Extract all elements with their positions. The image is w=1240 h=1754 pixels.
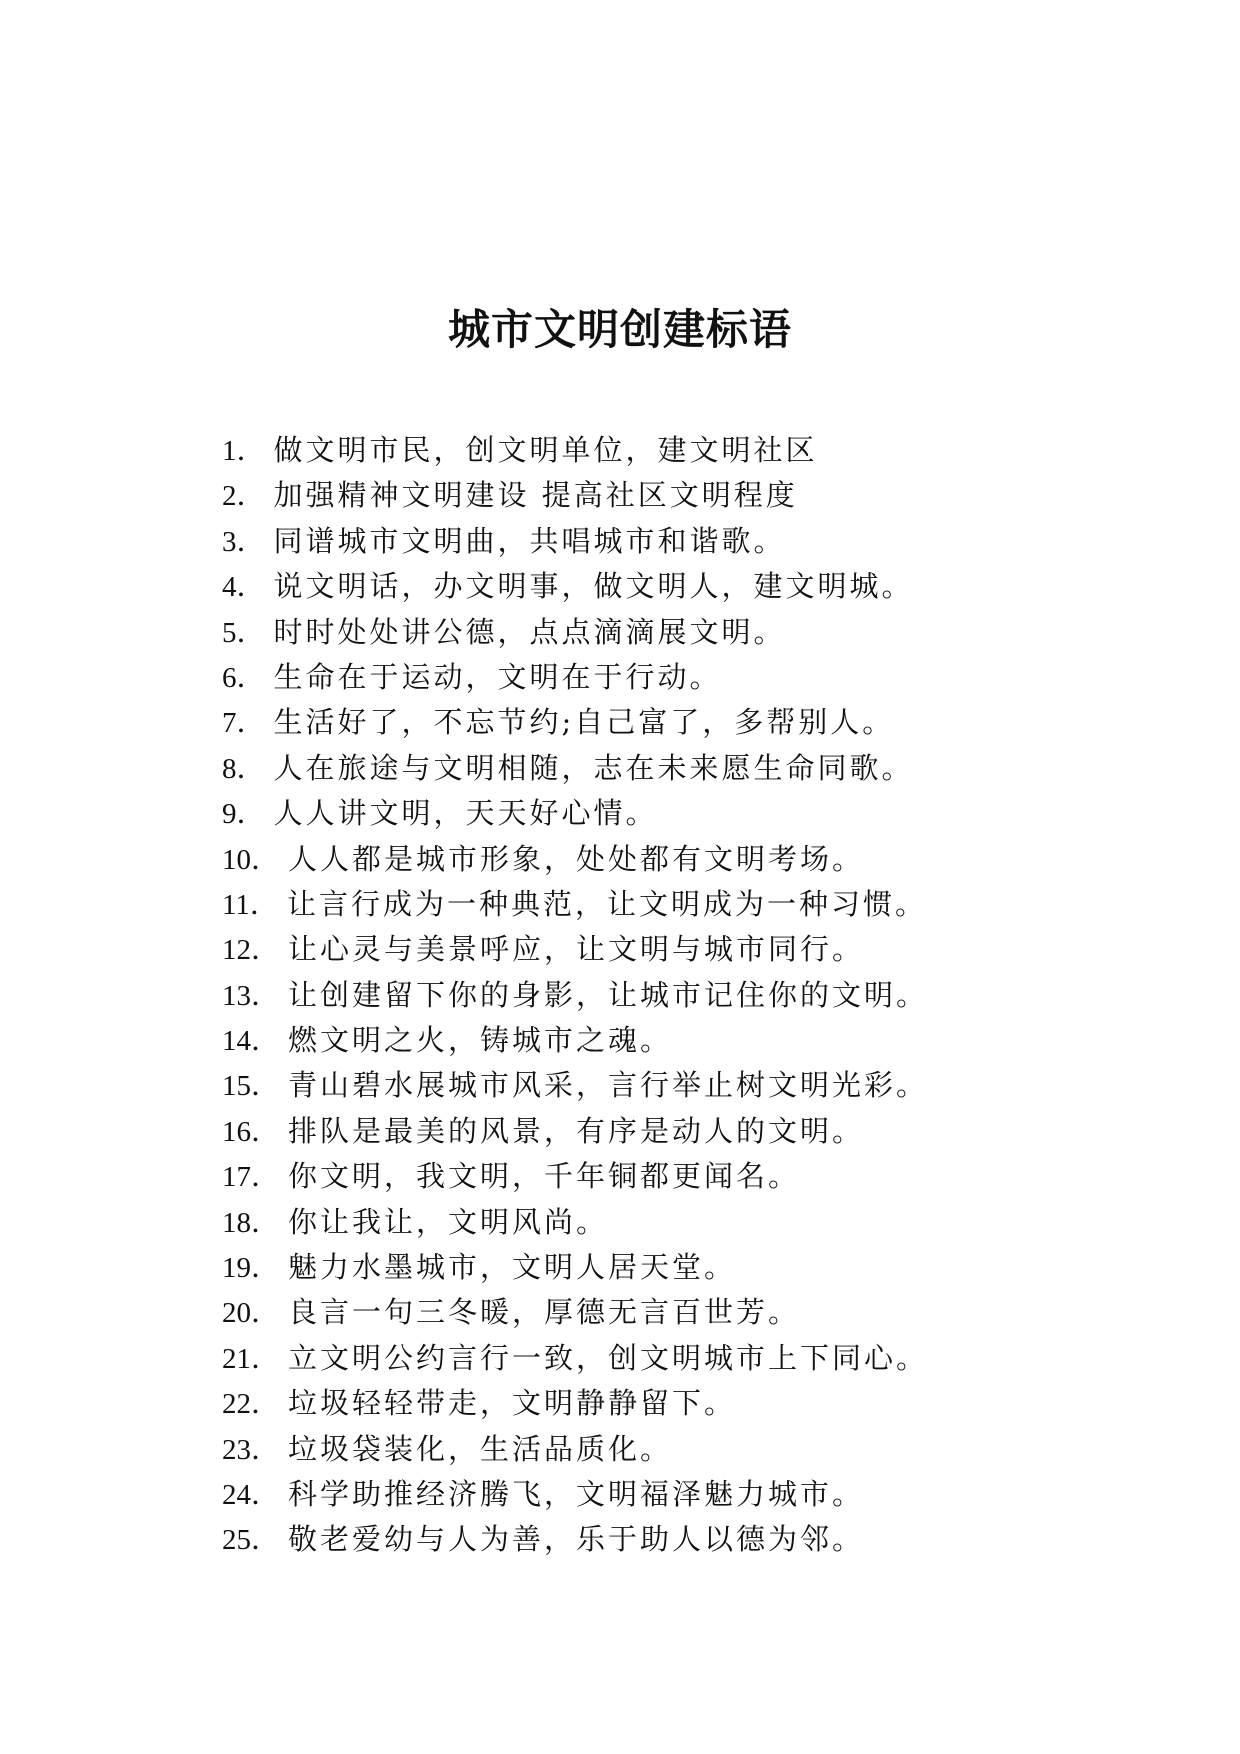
list-item (222, 882, 1222, 927)
item-text: 生活好了，不忘节约;自己富了，多帮别人。 (273, 705, 895, 740)
item-text: 垃圾袋装化，生活品质化。 (288, 1431, 673, 1466)
item-number: 3． (222, 525, 266, 558)
list-item (222, 791, 1222, 836)
item-number: 17． (222, 1161, 281, 1194)
item-number: 7． (222, 707, 266, 740)
item-text: 同谱城市文明曲，共唱城市和谐歌。 (273, 523, 786, 558)
item-text: 人人都是城市形象，处处都有文明考场。 (288, 841, 865, 876)
list-item (222, 519, 1222, 564)
slogan-list (222, 428, 1222, 1563)
item-text: 青山碧水展城市风采，言行举止树文明光彩。 (288, 1068, 929, 1103)
list-item (222, 1018, 1222, 1063)
item-number: 1． (222, 435, 266, 467)
item-number: 13． (222, 979, 281, 1012)
item-text: 时时处处讲公德，点点滴滴展文明。 (273, 614, 786, 649)
list-item (222, 1336, 1222, 1381)
item-number: 10． (222, 843, 281, 876)
item-number: 8． (222, 752, 266, 785)
item-text: 生命在于运动，文明在于行动。 (273, 659, 722, 694)
item-text: 科学助推经济腾飞，文明福泽魅力城市。 (288, 1476, 865, 1511)
item-text: 让创建留下你的身影，让城市记住你的文明。 (288, 977, 929, 1012)
item-text: 魅力水墨城市，文明人居天堂。 (288, 1250, 737, 1285)
list-item (222, 1154, 1222, 1199)
list-item (222, 564, 1222, 609)
list-item (222, 1063, 1222, 1108)
item-text: 说文明话，办文明事，做文明人，建文明城。 (273, 569, 914, 604)
item-number: 6． (222, 661, 266, 694)
item-text: 人人讲文明，天天好心情。 (273, 796, 658, 831)
item-number: 25． (222, 1524, 281, 1557)
list-item (222, 700, 1222, 745)
item-number: 18． (222, 1206, 281, 1239)
page-title: 城市文明创建标语 (447, 305, 792, 354)
item-number: 14． (222, 1025, 281, 1058)
item-text: 燃文明之火，铸城市之魂。 (288, 1023, 673, 1058)
item-number: 20． (222, 1297, 281, 1330)
item-text: 立文明公约言行一致，创文明城市上下同心。 (288, 1340, 929, 1375)
item-number: 2． (222, 480, 266, 513)
item-number: 21． (222, 1342, 281, 1375)
list-item (222, 473, 1222, 518)
item-text: 人在旅途与文明相随，志在未来愿生命同歌。 (273, 750, 914, 785)
list-item (222, 837, 1222, 882)
item-text: 做文明市民，创文明单位，建文明社区 (273, 433, 818, 467)
item-number: 23． (222, 1433, 281, 1466)
item-number: 4． (222, 571, 266, 604)
item-text: 加强精神文明建设 提高社区文明程度 (273, 478, 798, 513)
list-item (222, 973, 1222, 1018)
list-item (222, 428, 1222, 473)
list-item (222, 610, 1222, 655)
item-text: 你文明，我文明，千年铜都更闻名。 (288, 1159, 801, 1194)
item-number: 12． (222, 934, 281, 967)
item-number: 11． (222, 888, 279, 921)
item-text: 敬老爱幼与人为善，乐于助人以德为邻。 (288, 1522, 865, 1557)
list-item (222, 1290, 1222, 1335)
item-text: 你让我让，文明风尚。 (288, 1204, 609, 1239)
item-number: 22． (222, 1388, 281, 1421)
list-item (222, 1245, 1222, 1290)
list-item (222, 927, 1222, 972)
list-item (222, 1381, 1222, 1426)
item-number: 5． (222, 616, 266, 649)
list-item (222, 1200, 1222, 1245)
list-item (222, 655, 1222, 700)
list-item (222, 746, 1222, 791)
item-number: 15． (222, 1070, 281, 1103)
item-text: 让心灵与美景呼应，让文明与城市同行。 (288, 932, 865, 967)
item-number: 16． (222, 1115, 281, 1148)
item-number: 24． (222, 1478, 281, 1511)
item-text: 让言行成为一种典范，让文明成为一种习惯。 (286, 886, 927, 921)
list-item (222, 1109, 1222, 1154)
item-text: 良言一句三冬暖，厚德无言百世芳。 (288, 1295, 801, 1330)
list-item (222, 1427, 1222, 1472)
list-item (222, 1517, 1222, 1562)
item-number: 19． (222, 1252, 281, 1285)
item-number: 9． (222, 798, 266, 831)
item-text: 排队是最美的风景，有序是动人的文明。 (288, 1113, 865, 1148)
item-text: 垃圾轻轻带走，文明静静留下。 (288, 1386, 737, 1421)
list-item (222, 1472, 1222, 1517)
